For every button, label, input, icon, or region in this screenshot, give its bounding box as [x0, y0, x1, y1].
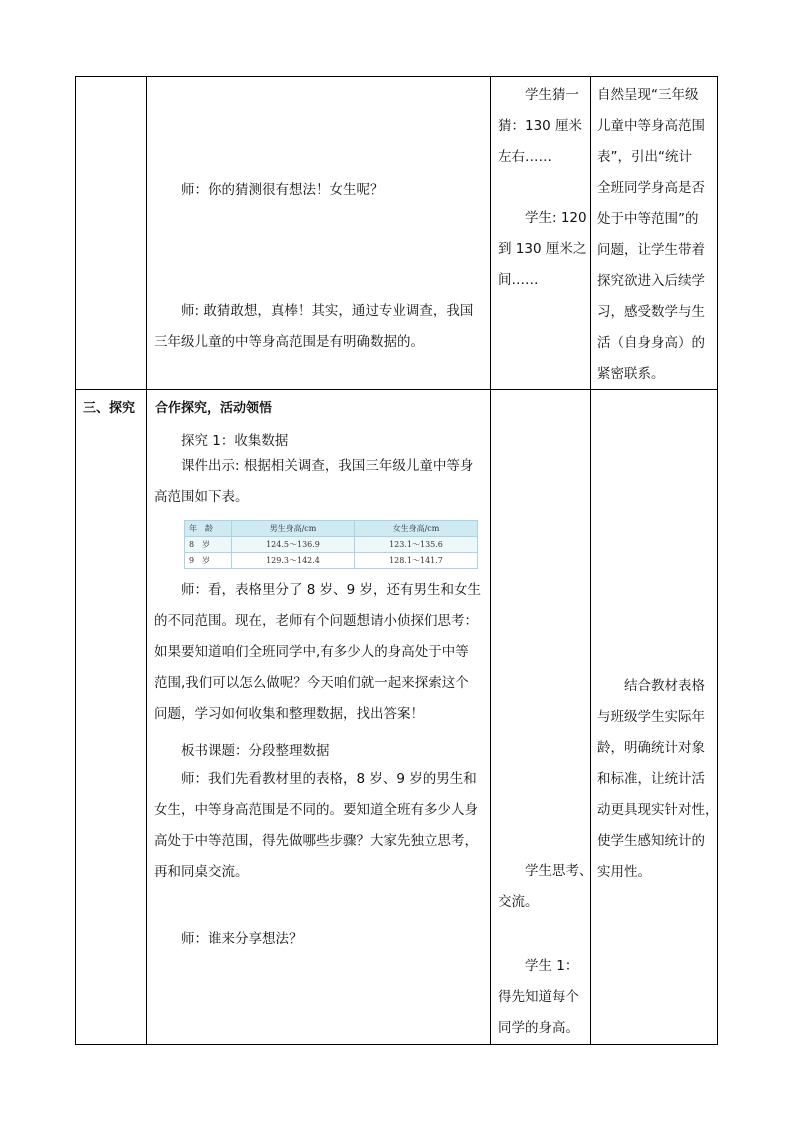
table-border-bottom [75, 1044, 718, 1045]
teacher-line: 师：谁来分享想法？ [181, 931, 303, 947]
student-response-col: 学生: 120 到 130 厘米之 间…… [498, 210, 587, 288]
table-cell: 124.5～136.9 [232, 537, 355, 553]
slide-intro: 课件出示: 根据相关调查，我国三年级儿童中等身 高范围如下表。 [154, 458, 474, 505]
teacher-paragraph: 师: 敢猜敢想，真棒！其实，通过专业调查，我国 三年级儿童的中等身高范围是有明确数据的。 [154, 303, 474, 350]
student-response-col: 学生思考、 交流。 [498, 863, 593, 910]
col-line-3 [490, 76, 491, 1045]
table-row [185, 553, 478, 569]
table-cell: 123.1～135.6 [355, 537, 478, 553]
table-cell: 129.3～142.4 [232, 553, 355, 569]
table-border-top [75, 76, 718, 77]
student-response-col: 学生猜一 猜：130 厘米 左右…… [498, 87, 583, 165]
col-line-2 [146, 76, 147, 1045]
table-cell: 9 岁 [185, 553, 232, 569]
design-intent-col: 结合教材表格 与班级学生实际年 龄，明确统计对象 和标准，让统计活 动更具现实针对性， 使学生感知统计的 实用性。 [597, 678, 719, 880]
design-intent-col: 自然呈现“三年级 儿童中等身高范围 表”，引出“统计 全班同学身高是否 处于中等范围”的 问题，让学生带着 探究欲进入后续学 习，感受数学与生 活（自身身高）的 紧密联系。 [597, 87, 705, 382]
table-cell: 8 岁 [185, 537, 232, 553]
section-heading: 合作探究，活动领悟 [155, 401, 273, 416]
sub-heading: 探究 1：收集数据 [181, 433, 289, 449]
table-row [185, 537, 478, 553]
teacher-line: 师：你的猜测很有想法！女生呢？ [181, 182, 384, 198]
board-title: 板书课题：分段整理数据 [181, 743, 330, 759]
teacher-paragraph: 师：我们先看教材里的表格，8 岁、9 岁的男生和 女生，中等身高范围是不同的。要知道全班有多少人身 高处于中等范围，得先做哪些步骤？大家先独立思考， 再和同桌交流。 [154, 771, 478, 880]
student-response-col: 学生 1： 得先知道每个 同学的身高。 [498, 958, 579, 1036]
height-range-table [184, 520, 478, 569]
table-header-cell: 年 龄 [185, 521, 232, 537]
table-header-cell: 男生身高/cm [232, 521, 355, 537]
stage-label: 三、探究 [83, 401, 136, 416]
col-line-1 [75, 76, 76, 1045]
table-header-row [185, 521, 478, 537]
table-cell: 128.1～141.7 [355, 553, 478, 569]
teacher-paragraph: 师：看，表格里分了 8 岁、9 岁，还有男生和女生 的不同范围。现在，老师有个问题想请小侦探们思考： 如果要知道咱们全班同学中,有多少人的身高处于中等 范围,我们可以怎么做呢？今天咱们就一起来探索这个 问题，学习如何收集和整理数据，找出答案！ [154, 582, 482, 722]
table-header-cell: 女生身高/cm [355, 521, 478, 537]
col-line-5 [717, 76, 718, 1045]
